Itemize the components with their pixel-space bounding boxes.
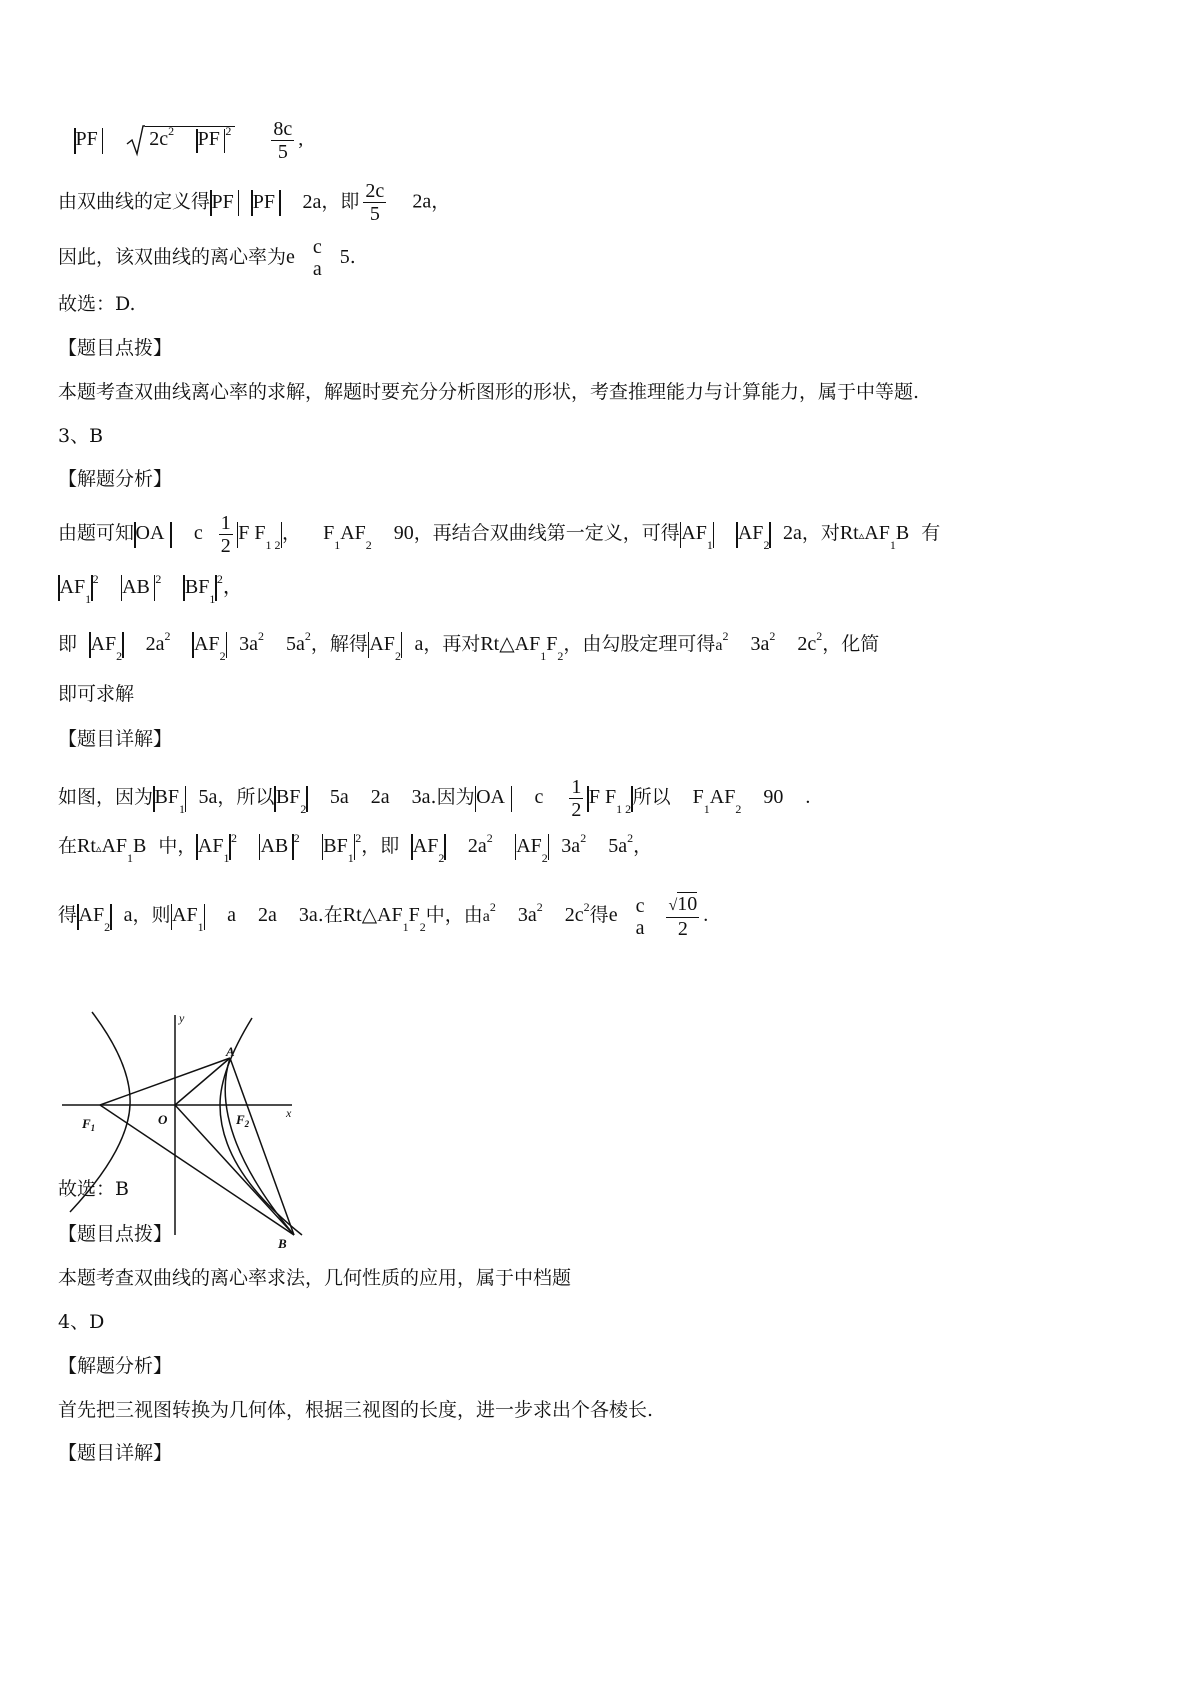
subscript: 2	[104, 920, 111, 935]
term-af: AF	[864, 522, 890, 545]
radicand: 10	[677, 893, 698, 915]
term-3a: 3a	[411, 786, 431, 809]
text: ，即	[321, 190, 360, 213]
text: 因此，该双曲线的离心率为	[58, 246, 287, 268]
term-5a: 5a	[198, 786, 218, 809]
term-2a: 2a	[145, 633, 165, 655]
term-af: AF	[681, 522, 707, 545]
term-a: a	[227, 904, 236, 927]
term-a: a	[482, 908, 490, 926]
subscript: 1	[334, 538, 341, 553]
term-bf: BF	[275, 786, 301, 809]
term-c: c	[534, 786, 544, 809]
text: 即	[58, 633, 78, 655]
punct: ，	[633, 835, 653, 857]
term-af: AF	[737, 522, 764, 545]
subscript: 1	[178, 802, 185, 817]
segment-o-a	[175, 1058, 230, 1105]
paragraph: 即可求解	[58, 683, 135, 705]
term-f: F	[546, 633, 558, 655]
subscript: 2	[300, 802, 307, 817]
term-af: AF	[197, 835, 224, 857]
answer-line: 故选：B	[58, 1178, 129, 1200]
text: ，即	[361, 835, 400, 857]
subscript: 2	[219, 649, 226, 663]
label-f1: $F_1$	[82, 1116, 96, 1133]
formula-pf-distance	[74, 118, 303, 163]
term-3a: 3a	[561, 835, 581, 857]
subscript: 2	[763, 538, 770, 553]
term-af: AF	[340, 522, 366, 545]
text: ，化简	[822, 633, 880, 655]
label-y: y	[179, 1011, 185, 1025]
punct: .	[805, 786, 811, 809]
line-hyperbola-definition	[58, 180, 450, 225]
term-2c: 2c	[797, 633, 817, 655]
subscript: 2	[557, 649, 564, 663]
section-heading: 【题目详解】	[58, 728, 173, 750]
numerator: 1	[220, 512, 231, 534]
exp: 2	[257, 629, 264, 643]
section-heading: 【解题分析】	[58, 468, 173, 490]
text: ，解得	[310, 633, 368, 655]
question-number: 4、D	[58, 1311, 105, 1333]
fraction-c-a	[311, 236, 324, 280]
exp: 2	[580, 831, 587, 845]
text: 在	[58, 835, 78, 857]
term-oa: OA	[476, 786, 505, 809]
hyperbola-figure	[62, 1010, 332, 1250]
paragraph: 本题考查双曲线的离心率求法，几何性质的应用，属于中档题	[58, 1267, 572, 1289]
term-90: 90	[393, 522, 414, 545]
exp: 2	[92, 572, 99, 586]
term-af: AF	[709, 786, 736, 809]
exp: 2	[722, 629, 729, 643]
subscript: 1 2	[265, 538, 281, 553]
subscript: 1	[889, 538, 896, 553]
term-af: AF	[78, 904, 105, 927]
text: 所以	[632, 786, 671, 809]
punct: ,	[298, 128, 304, 151]
line-pythagoras	[58, 572, 243, 606]
fraction-sqrt10-2	[666, 893, 699, 940]
abs-bar	[122, 632, 124, 658]
line-detail-1	[58, 776, 810, 821]
segment-a-b	[230, 1058, 294, 1235]
label-o: O	[158, 1112, 168, 1127]
term-3a: 3a	[517, 904, 537, 927]
term-c: c	[193, 522, 203, 545]
term-2a: 2a	[467, 835, 487, 857]
abs-bar	[170, 522, 172, 548]
term-pf: PF	[211, 190, 234, 213]
denominator: 2	[677, 918, 688, 940]
exp: 2	[230, 831, 237, 845]
term-2a: 2a	[302, 190, 322, 213]
subscript: 2	[735, 802, 742, 817]
punct: ，	[222, 576, 243, 598]
term-b: B	[895, 522, 910, 545]
sqrt-sign-icon	[125, 124, 145, 158]
numerator: 2c	[365, 180, 385, 202]
segment-o-b	[175, 1105, 294, 1235]
exp: 2	[489, 900, 496, 915]
term-a: a	[715, 637, 723, 654]
subscript: 1	[127, 851, 134, 865]
text: ，由勾股定理可得	[563, 633, 716, 655]
label-f2: $F_2$	[236, 1112, 250, 1129]
term-af: AF	[516, 835, 542, 857]
term-a: a	[123, 904, 133, 927]
subscript: 1	[703, 802, 710, 817]
term-af: AF	[412, 835, 439, 857]
term-5a: 5a	[608, 835, 628, 857]
term-ab: AB	[260, 835, 289, 857]
text: 得	[589, 904, 609, 927]
subscript: 2	[438, 851, 445, 865]
term-bf: BF	[323, 835, 348, 857]
denominator: a	[635, 916, 645, 939]
question-number: 3、B	[58, 425, 104, 447]
term-5: 5	[339, 246, 350, 268]
text: ，对	[801, 522, 840, 545]
term-pf: PF	[197, 128, 220, 151]
punct: ，	[431, 190, 451, 213]
exp: 2	[536, 900, 543, 915]
term-f: F	[408, 904, 420, 927]
segment-f1-b	[100, 1105, 294, 1235]
line-detail-3	[58, 893, 708, 940]
exp: 2	[486, 831, 493, 845]
denominator: 2	[220, 535, 231, 557]
label-b: B	[278, 1236, 287, 1250]
denominator: 2	[571, 799, 582, 821]
subscript: 2	[394, 649, 401, 663]
subscript: 1	[706, 538, 713, 553]
term-ff: F F	[238, 522, 266, 545]
fraction-half	[219, 512, 233, 557]
text: ，所以	[217, 786, 275, 809]
numerator: 8c	[273, 118, 293, 140]
text: ，则	[132, 904, 171, 927]
term-ab: AB	[122, 576, 150, 598]
term-e: e	[608, 904, 618, 927]
subscript: 2	[541, 851, 548, 865]
abs-bar	[444, 834, 446, 860]
segment-f1-a	[100, 1058, 230, 1105]
exp: 2	[627, 831, 634, 845]
subscript: 1 2	[616, 802, 632, 817]
subscript: 1	[85, 592, 92, 606]
term-af: AF	[193, 633, 220, 655]
numerator: c	[312, 236, 322, 258]
section-heading: 【题目点拨】	[58, 1223, 173, 1245]
abs-bar	[185, 786, 187, 812]
text: 中，由	[425, 904, 483, 927]
label-a: A	[226, 1044, 235, 1059]
sqrt-body	[145, 126, 235, 153]
term-2a: 2a	[370, 786, 390, 809]
fraction-c-a	[634, 895, 647, 939]
denominator: 5	[277, 141, 288, 163]
fraction-half	[569, 776, 583, 821]
subscript: 2	[365, 538, 372, 553]
exp: 2	[168, 124, 175, 139]
exp: 2	[769, 629, 776, 643]
text: 由题可知	[58, 522, 135, 545]
answer-line: 故选：D.	[58, 293, 136, 315]
exp: 2	[816, 629, 823, 643]
label-x: x	[286, 1106, 292, 1120]
term-5a: 5a	[329, 786, 349, 809]
term-pf: PF	[252, 190, 276, 213]
text: .因为	[430, 786, 475, 809]
term-af: AF	[172, 904, 198, 927]
term-90: 90	[763, 786, 784, 809]
subscript: 1	[402, 920, 409, 935]
exp: 2	[155, 572, 162, 586]
term-2a: 2a	[257, 904, 277, 927]
text: ，再对	[423, 633, 481, 655]
term-af: AF	[59, 576, 86, 598]
term-af: AF	[369, 633, 395, 655]
abs-bar	[511, 786, 513, 812]
abs-bar	[548, 834, 550, 860]
text: 由双曲线的定义得	[58, 190, 211, 213]
text: 有	[921, 522, 941, 545]
term-f: F	[692, 786, 704, 809]
exp: 2	[583, 900, 590, 915]
fraction-2c-5	[363, 180, 386, 225]
text: 得	[58, 904, 78, 927]
exp: 2	[216, 572, 223, 586]
term-3a: 3a	[298, 904, 318, 927]
line-detail-2: 在$Rt▵AF_1B$ 中，$AF_1^2$ AB $^2$ $BF_1^2$，即 $AF_22a^2$ $AF_23a^2$ $5a^2$，	[58, 831, 653, 865]
subscript: 2	[419, 920, 426, 935]
exp: 2	[225, 124, 232, 139]
numerator: c	[635, 894, 645, 917]
section-heading: 【题目点拨】	[58, 337, 173, 359]
abs-bar	[238, 190, 240, 216]
term-af: AF	[90, 633, 117, 655]
term-a: a	[414, 633, 424, 655]
subscript: 2	[116, 649, 123, 663]
subscript: 1	[209, 592, 216, 606]
term-f: F	[323, 522, 335, 545]
abs-bar	[279, 190, 281, 216]
term-rt-triangle: Rt△AF	[342, 904, 403, 927]
term-rt: Rt	[839, 522, 859, 545]
line-analysis-solve	[58, 629, 880, 663]
text: 中，	[158, 835, 197, 857]
term-3a: 3a	[750, 633, 770, 655]
punct: ，	[282, 522, 302, 545]
exp: 2	[293, 831, 300, 845]
text: 如图，因为	[58, 786, 154, 809]
numerator: 1	[571, 776, 582, 798]
subscript: 1	[197, 920, 204, 935]
text: ，再结合双曲线第一定义，可得	[413, 522, 680, 545]
subscript: 1	[540, 649, 547, 663]
denominator: 5	[369, 203, 380, 225]
term-bf: BF	[154, 786, 179, 809]
punct: .	[349, 246, 356, 268]
exp: 2	[355, 831, 362, 845]
term-oa: OA	[135, 522, 165, 545]
text: .在	[317, 904, 343, 927]
term-e: e	[286, 246, 295, 268]
abs-bar	[110, 904, 112, 930]
paragraph: 本题考查双曲线离心率的求解，解题时要充分分析图形的形状，考查推理能力与计算能力，属于中等题.	[58, 381, 920, 403]
punct: .	[703, 904, 709, 927]
abs-bar	[102, 128, 104, 154]
term-af: AF	[101, 835, 128, 857]
abs-bar	[306, 786, 308, 812]
paragraph: 首先把三视图转换为几何体，根据三视图的长度，进一步求出个各棱长.	[58, 1399, 654, 1421]
abs-bar	[401, 632, 403, 658]
subscript: 1	[223, 851, 230, 865]
line-analysis-1: 由题可知OA c $\frac{1}{2}$ F $F_{1 2}$， $F_1AF_290$，再结合双曲线第一定义，可得$AF_1AF_22a$，对$Rt▵AF_1B$ 有	[58, 512, 941, 557]
abs-bar	[769, 522, 771, 548]
exp: 2	[164, 629, 171, 643]
term-b: B	[133, 835, 147, 857]
numerator: √10	[666, 893, 699, 918]
term-2c: 2c	[564, 904, 584, 927]
subscript: 1	[347, 851, 354, 865]
fraction-8c-5	[271, 118, 294, 163]
exp: 2	[304, 629, 311, 643]
term-bf: BF	[184, 576, 210, 598]
term-3a: 3a	[239, 633, 258, 655]
section-heading: 【解题分析】	[58, 1355, 173, 1377]
term-5a: 5a	[285, 633, 305, 655]
line-eccentricity	[58, 236, 356, 280]
term-ff: F F	[588, 786, 617, 809]
term-rt: Rt	[77, 835, 96, 857]
section-heading: 【题目详解】	[58, 1442, 173, 1464]
term-2c: 2c	[149, 128, 169, 151]
term-rt-triangle: Rt△AF	[480, 633, 541, 655]
term-2a: 2a	[782, 522, 802, 545]
term-pf: PF	[75, 128, 98, 151]
abs-bar	[713, 522, 715, 548]
term-2a: 2a	[412, 190, 432, 213]
denominator: a	[312, 258, 322, 280]
